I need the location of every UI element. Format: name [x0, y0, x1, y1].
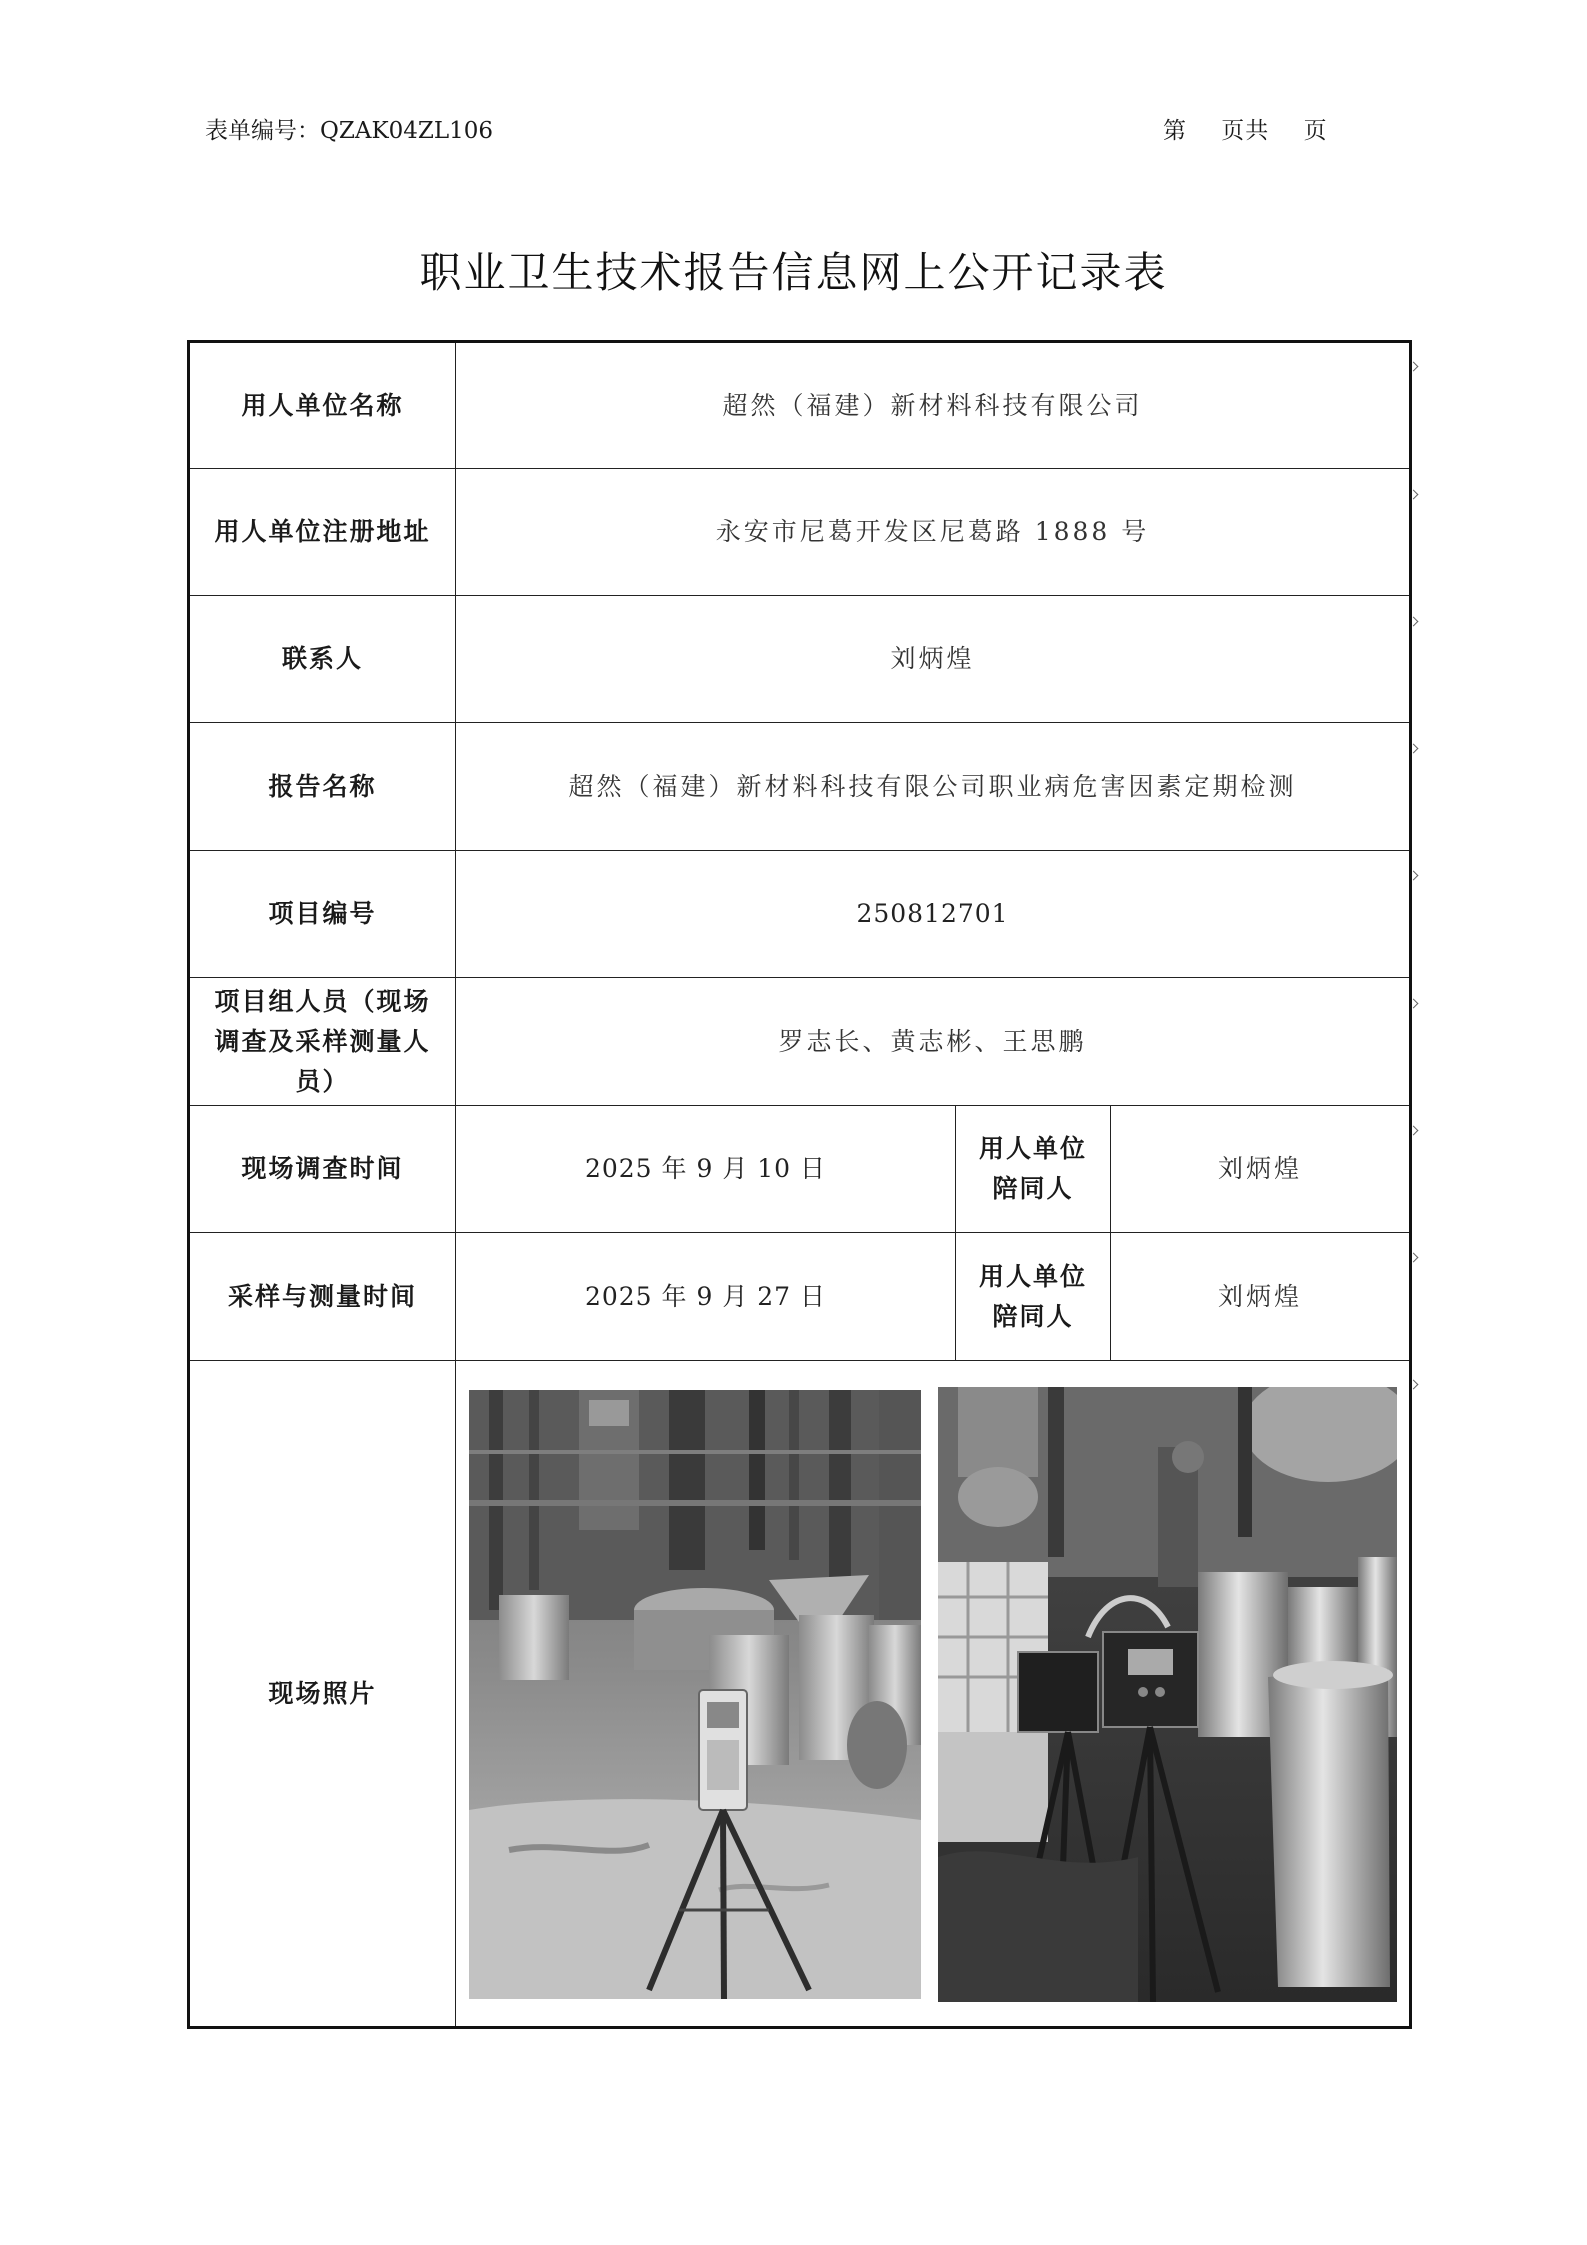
row-survey-time: [189, 1106, 1411, 1233]
sampling-time-label: 采样与测量时间: [189, 1233, 456, 1361]
photos-cell: [456, 1361, 1411, 2028]
project-team-value: 罗志长、黄志彬、王思鹏: [456, 978, 1411, 1106]
record-table: [187, 340, 1412, 2029]
company-address-value: 永安市尼葛开发区尼葛路 1888 号: [456, 469, 1411, 596]
site-photo-sound-meter: [469, 1390, 921, 1999]
report-name-label: 报告名称: [189, 723, 456, 851]
survey-time-label: 现场调查时间: [189, 1106, 456, 1233]
photo-area: [456, 1362, 1409, 2026]
contact-value: 刘炳煌: [456, 596, 1411, 723]
photos-label: 现场照片: [189, 1361, 456, 2028]
project-team-label: 项目组人员（现场调查及采样测量人员）: [189, 978, 456, 1106]
page-info: 第 页共 页: [1163, 118, 1328, 144]
sampling-escort-value: 刘炳煌: [1111, 1233, 1411, 1361]
row-company-address: [189, 469, 1411, 596]
company-address-label: 用人单位注册地址: [189, 469, 456, 596]
project-no-value: 250812701: [456, 851, 1411, 978]
row-project-team: [189, 978, 1411, 1106]
sampling-time-value: 2025 年 9 月 27 日: [456, 1233, 956, 1361]
row-project-no: [189, 851, 1411, 978]
survey-time-value: 2025 年 9 月 10 日: [456, 1106, 956, 1233]
row-sampling-time: [189, 1233, 1411, 1361]
row-company-name: [189, 342, 1411, 469]
form-number: 表单编号：QZAK04ZL106: [205, 118, 494, 144]
sampling-escort-label: 用人单位陪同人: [956, 1233, 1111, 1361]
document-title: 职业卫生技术报告信息网上公开记录表: [419, 248, 1168, 297]
report-name-value: 超然（福建）新材料科技有限公司职业病危害因素定期检测: [456, 723, 1411, 851]
row-report-name: [189, 723, 1411, 851]
row-contact: [189, 596, 1411, 723]
row-photos: [189, 1361, 1411, 2028]
company-name-label: 用人单位名称: [189, 342, 456, 469]
survey-escort-label: 用人单位陪同人: [956, 1106, 1111, 1233]
project-no-label: 项目编号: [189, 851, 456, 978]
site-photo-samplers: [938, 1387, 1397, 2002]
survey-escort-value: 刘炳煌: [1111, 1106, 1411, 1233]
company-name-value: 超然（福建）新材料科技有限公司: [456, 342, 1411, 469]
contact-label: 联系人: [189, 596, 456, 723]
